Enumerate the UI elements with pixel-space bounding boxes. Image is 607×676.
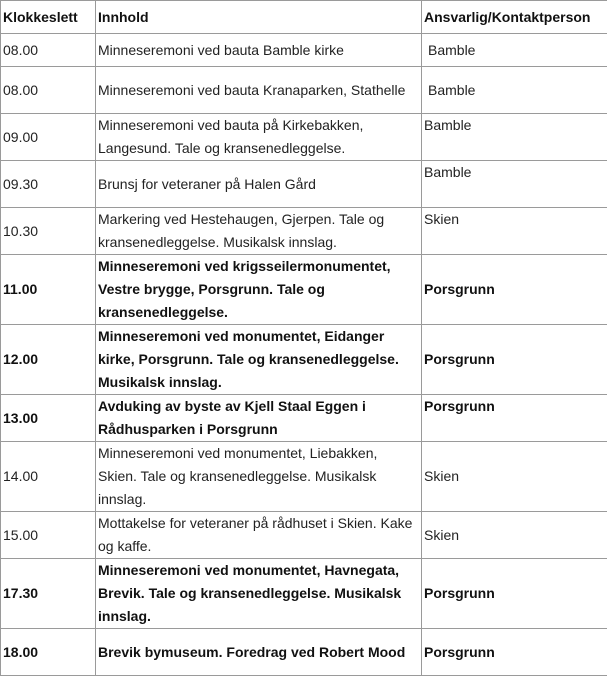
row-time: 09.00 [1, 114, 96, 161]
table-row [1, 442, 607, 512]
header-responsible: Ansvarlig/Kontaktperson [422, 1, 607, 34]
row-responsible: Porsgrunn [422, 395, 607, 442]
row-time: 17.30 [1, 559, 96, 629]
row-responsible: Bamble [422, 34, 607, 67]
table-row [1, 325, 607, 395]
table-row [1, 255, 607, 325]
row-responsible: Bamble [422, 161, 607, 208]
row-content: Brunsj for veteraner på Halen Gård [96, 161, 422, 208]
row-time: 11.00 [1, 255, 96, 325]
row-time: 10.30 [1, 208, 96, 255]
row-content: Minneseremoni ved bauta på Kirkebakken, Langesund. Tale og kransenedleggelse. [96, 114, 422, 161]
row-responsible: Porsgrunn [422, 629, 607, 676]
row-responsible: Skien [422, 208, 607, 255]
row-time: 08.00 [1, 67, 96, 114]
table-header-row [1, 1, 607, 34]
table-row [1, 208, 607, 255]
row-time: 09.30 [1, 161, 96, 208]
table-row [1, 629, 607, 676]
row-time: 08.00 [1, 34, 96, 67]
row-content: Minneseremoni ved bauta Kranaparken, Stathelle [96, 67, 422, 114]
row-content: Minneseremoni ved monumentet, Havnegata, Brevik. Tale og kransenedleggelse. Musikalsk innslag. [96, 559, 422, 629]
row-time: 14.00 [1, 442, 96, 512]
row-time: 13.00 [1, 395, 96, 442]
table-row [1, 559, 607, 629]
row-responsible: Porsgrunn [422, 559, 607, 629]
row-responsible: Bamble [422, 114, 607, 161]
row-responsible: Bamble [422, 67, 607, 114]
table-row [1, 512, 607, 559]
row-time: 12.00 [1, 325, 96, 395]
row-content: Minneseremoni ved monumentet, Liebakken, Skien. Tale og kransenedleggelse. Musikalsk innslag. [96, 442, 422, 512]
table-row [1, 34, 607, 67]
row-responsible: Porsgrunn [422, 255, 607, 325]
table-row [1, 395, 607, 442]
row-content: Brevik bymuseum. Foredrag ved Robert Mood [96, 629, 422, 676]
row-responsible: Skien [422, 442, 607, 512]
row-content: Minneseremoni ved bauta Bamble kirke [96, 34, 422, 67]
row-content: Minneseremoni ved krigsseilermonumentet, Vestre brygge, Porsgrunn. Tale og kransenedleggelse. [96, 255, 422, 325]
row-time: 18.00 [1, 629, 96, 676]
row-content: Markering ved Hestehaugen, Gjerpen. Tale og kransenedleggelse. Musikalsk innslag. [96, 208, 422, 255]
row-responsible: Porsgrunn [422, 325, 607, 395]
table-row [1, 114, 607, 161]
row-content: Minneseremoni ved monumentet, Eidanger kirke, Porsgrunn. Tale og kransenedleggelse. Musikalsk innslag. [96, 325, 422, 395]
row-responsible: Skien [422, 512, 607, 559]
table-row [1, 67, 607, 114]
row-time: 15.00 [1, 512, 96, 559]
row-content: Mottakelse for veteraner på rådhuset i Skien. Kake og kaffe. [96, 512, 422, 559]
header-time: Klokkeslett [1, 1, 96, 34]
header-content: Innhold [96, 1, 422, 34]
row-content: Avduking av byste av Kjell Staal Eggen i Rådhusparken i Porsgrunn [96, 395, 422, 442]
table-row [1, 161, 607, 208]
